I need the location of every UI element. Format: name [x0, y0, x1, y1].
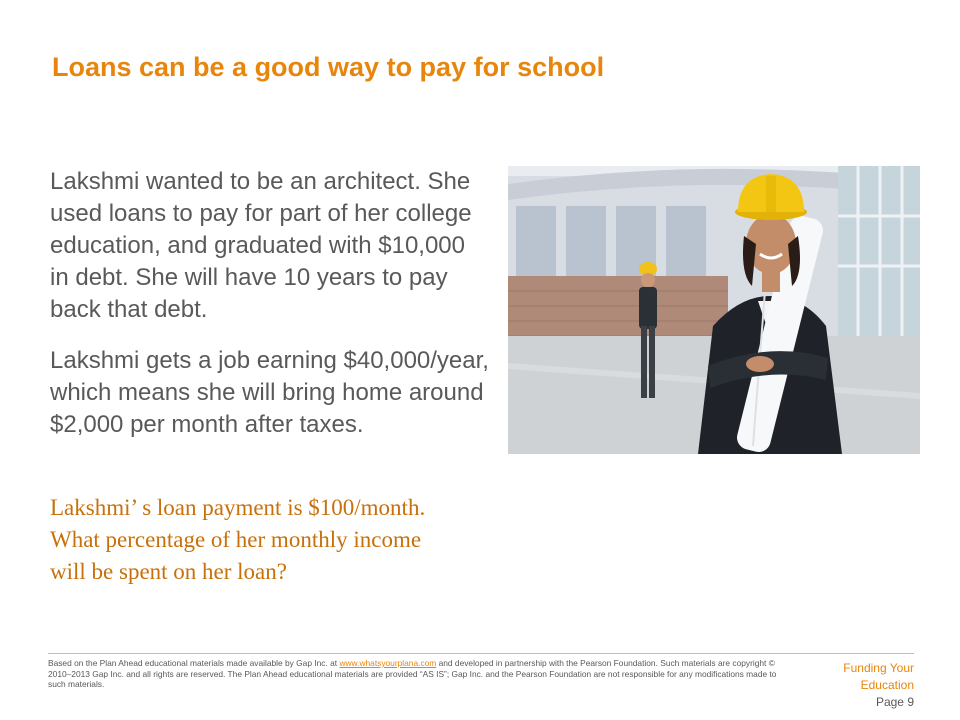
- architect-photo: [508, 166, 920, 454]
- slide-title: Loans can be a good way to pay for school: [52, 52, 605, 82]
- income-paragraph: Lakshmi gets a job earning $40,000/year, which means she will bring home around $2,000 per month after taxes.: [50, 347, 489, 438]
- page-number: Page 9: [875, 695, 914, 709]
- story-paragraph: Lakshmi wanted to be an architect. She used loans to pay for part of her college education, and graduated with $10,000 in debt. She will have 10 years to pay back that debt.: [50, 168, 472, 323]
- footer-text-start: Based on the Plan Ahead educational materials made available by Gap Inc. at: [48, 658, 340, 668]
- question-text: Lakshmi’ s loan payment is $100/month. What percentage of her monthly income will be spent on her loan?: [50, 495, 426, 584]
- section-title-line1: Funding Your: [843, 661, 914, 675]
- footer-divider: [48, 653, 914, 654]
- footer-copyright: [48, 658, 788, 690]
- website-link[interactable]: www.whatsyourplana.com: [339, 658, 437, 668]
- footer-section-info: [843, 660, 914, 711]
- footer-text-end: and developed in partnership with the Pearson Foundation. Such materials are copyright © 2010–2013 Gap Inc. and all rights are reserved. The Plan Ahead educational materials are provided “AS IS”; Gap Inc. and the Pearson Foundation are not responsible for any modifications made to such materials.: [48, 658, 777, 689]
- section-title-line2: Education: [860, 678, 914, 692]
